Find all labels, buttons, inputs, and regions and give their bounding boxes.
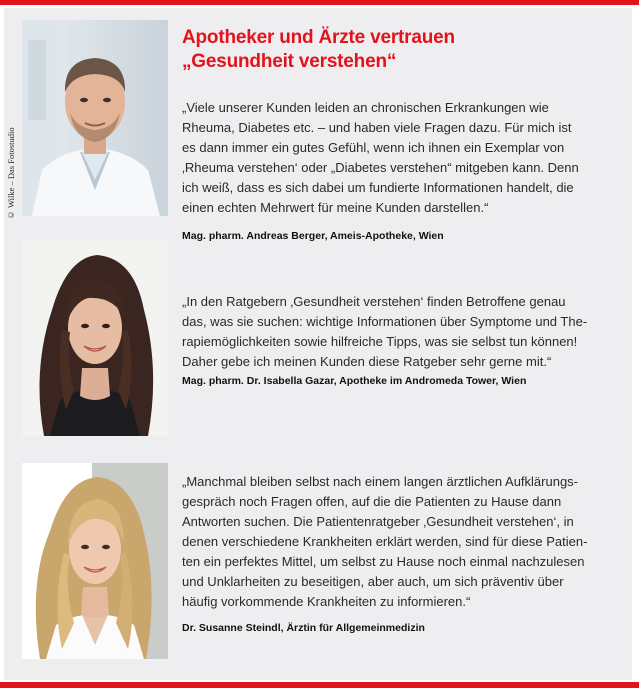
testimonial-author: Mag. pharm. Dr. Isabella Gazar, Apotheke im Andromeda Tower, Wien bbox=[182, 375, 527, 387]
headline bbox=[182, 26, 622, 74]
quote-line: das, was sie suchen: wichtige Informationen über Symptome und The- bbox=[182, 314, 588, 329]
testimonial-author: Mag. pharm. Andreas Berger, Ameis-Apotheke, Wien bbox=[182, 230, 444, 242]
quote-line: Daher gebe ich meinen Kunden diese Ratgeber sehr gerne mit.“ bbox=[182, 354, 552, 369]
photo-credit: © Wilke – Das Fotostudio bbox=[6, 127, 16, 220]
testimonial-author: Dr. Susanne Steindl, Ärztin für Allgemeinmedizin bbox=[182, 622, 425, 634]
bottom-red-rule bbox=[0, 682, 639, 688]
portrait-isabella-gazar bbox=[22, 240, 168, 436]
quote-line: und Unklarheiten zu beseitigen, aber auch, um sich präventiv über bbox=[182, 574, 564, 589]
quote-line: einen echten Mehrwert für meine Kunden darstellen.“ bbox=[182, 200, 489, 215]
quote-line: ‚Rheuma verstehen‘ oder „Diabetes verstehen“ mitgeben kann. Denn bbox=[182, 160, 579, 175]
quote-line: denen verschiedene Krankheiten erklärt werden, sind für diese Patien- bbox=[182, 534, 588, 549]
testimonial-quote bbox=[182, 98, 622, 218]
testimonial-quote bbox=[182, 472, 622, 612]
headline-line-2: „Gesundheit verstehen“ bbox=[182, 51, 397, 72]
quote-line: „Manchmal bleiben selbst nach einem langen ärztlichen Aufklärungs- bbox=[182, 474, 578, 489]
quote-line: Rheuma, Diabetes etc. – und haben viele Fragen dazu. Für mich ist bbox=[182, 120, 572, 135]
quote-line: „In den Ratgebern ‚Gesundheit verstehen‘ finden Betroffene genau bbox=[182, 294, 566, 309]
quote-line: „Viele unserer Kunden leiden an chronischen Erkrankungen wie bbox=[182, 100, 549, 115]
portrait-andreas-berger bbox=[22, 20, 168, 216]
top-red-rule bbox=[0, 0, 639, 5]
portrait-susanne-steindl bbox=[22, 463, 168, 659]
headline-line-1: Apotheker und Ärzte vertrauen bbox=[182, 27, 455, 48]
quote-line: es dann immer ein gutes Gefühl, wenn ich ihnen ein Exemplar von bbox=[182, 140, 565, 155]
quote-line: gespräch noch Fragen offen, auf die die Patienten zu Hause dann bbox=[182, 494, 562, 509]
testimonial-quote bbox=[182, 292, 622, 372]
quote-line: ten ein perfektes Mittel, um selbst zu Hause noch einmal nachzulesen bbox=[182, 554, 585, 569]
quote-line: rapiemöglichkeiten sowie hilfreiche Tipps, was sie selbst tun können! bbox=[182, 334, 578, 349]
quote-line: ich weiß, dass es sich dabei um fundierte Informationen handelt, die bbox=[182, 180, 574, 195]
quote-line: Antworten suchen. Die Patientenratgeber ‚Gesundheit verstehen‘, in bbox=[182, 514, 574, 529]
quote-line: häufig vorkommende Krankheiten zu informieren.“ bbox=[182, 594, 471, 609]
